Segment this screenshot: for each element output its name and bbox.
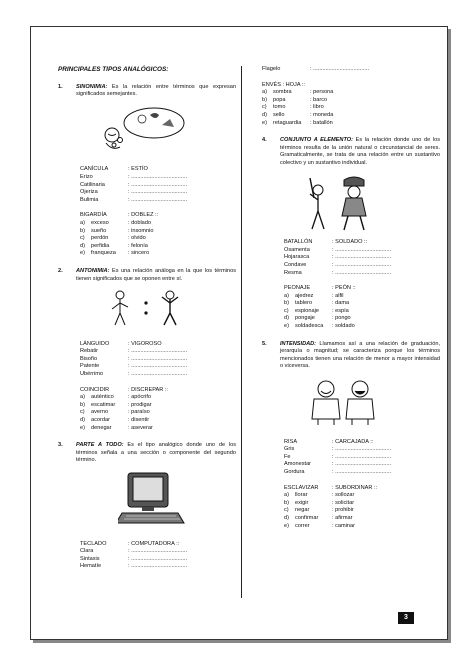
blank-answer: : .................................... — [128, 555, 188, 562]
group-esclavizar — [284, 485, 440, 531]
option-letter: a) — [284, 292, 289, 299]
option-pair: : libro — [310, 104, 324, 111]
section-title: PARTE A TODO: — [76, 442, 124, 449]
section-number: 2. — [58, 267, 63, 274]
option-letter: c) — [284, 307, 289, 314]
option-letter: b) — [284, 300, 289, 307]
blank-answer: : .................................... — [128, 548, 188, 555]
option-pair: : persona — [310, 89, 334, 96]
option-word: sombra — [273, 89, 292, 96]
option-letter: d) — [80, 242, 85, 249]
group-key: COINCIDIR — [80, 386, 110, 393]
option-word: escatimar — [91, 401, 116, 408]
list-item: Sintaxis — [80, 555, 100, 562]
blank-answer: : .................................... — [128, 196, 188, 203]
option-letter: d) — [284, 315, 289, 322]
list-item: Rebatir — [80, 348, 99, 355]
option-pair: : felonía — [128, 242, 148, 249]
blank-answer: : .................................... — [332, 469, 392, 475]
option-word: acordar — [91, 417, 110, 424]
option-word: perdón — [91, 235, 109, 242]
blank-answer: : .................................... — [128, 189, 188, 196]
group-coincidir — [80, 387, 236, 433]
option-word: franqueza — [91, 250, 116, 257]
group-value: : DISCREPAR :: — [128, 386, 168, 393]
group-value: : HOJA :: — [282, 81, 305, 88]
option-letter: a) — [80, 394, 85, 401]
list-item: Amonestar — [284, 461, 312, 468]
option-pair: : prodigar — [128, 401, 152, 408]
tired-and-strong-men-illustration — [108, 289, 236, 333]
option-pair: : dama — [332, 300, 350, 307]
list-item: Erizo — [80, 173, 93, 180]
option-word: confirmar — [295, 514, 319, 521]
option-word: exceso — [91, 219, 109, 226]
blank-answer: : .................................... — [332, 453, 392, 460]
option-letter: a) — [80, 219, 85, 226]
option-word: ajedrez — [295, 292, 314, 299]
option-word: llorar — [295, 492, 308, 499]
laughing-men-illustration — [304, 377, 440, 431]
section-number: 5. — [262, 340, 267, 347]
blank-answer: : .................................... — [310, 66, 370, 72]
list-item: Ubérrimo — [80, 371, 104, 378]
option-pair: : disentir — [128, 417, 150, 424]
option-letter: d) — [80, 417, 85, 424]
section-conjunto-a-elemento — [262, 137, 440, 167]
left-column — [58, 66, 236, 571]
group-key: RISA — [284, 438, 298, 445]
right-column — [262, 66, 440, 530]
page-heading: PRINCIPALES TIPOS ANALÓGICOS: — [58, 66, 169, 73]
option-letter: c) — [80, 409, 85, 416]
option-letter: b) — [80, 401, 85, 408]
option-word: pongaje — [295, 315, 315, 322]
option-pair: : prohibir — [332, 507, 354, 514]
option-word: denegar — [91, 424, 112, 431]
section-intensidad — [262, 341, 440, 371]
list-item: Clara — [80, 548, 94, 555]
computer-illustration — [118, 471, 236, 533]
list-item: Hematíe — [80, 563, 102, 570]
section-antonimia — [58, 268, 236, 283]
list-item: Resma — [284, 269, 302, 276]
option-word: sueño — [91, 227, 107, 234]
group-bigardia — [80, 212, 236, 258]
list-item: Bisoño — [80, 355, 98, 362]
option-pair: : aseverar — [128, 424, 153, 431]
option-letter: e) — [80, 250, 85, 257]
option-pair: : sincero — [128, 250, 150, 257]
option-pair: : olvido — [128, 235, 146, 242]
option-letter: b) — [284, 499, 289, 506]
option-letter: c) — [262, 104, 267, 111]
list-item: Osamenta — [284, 246, 310, 253]
option-word: negar — [295, 507, 310, 514]
section-parte-a-todo — [58, 442, 236, 465]
group-value: : SUBORDINAR :: — [332, 484, 378, 491]
section-number: 3. — [58, 442, 63, 449]
list-item: Gordura — [284, 469, 305, 475]
option-word: tomo — [273, 104, 286, 111]
section-text: Llamamos así a una relación de graduación, jerarquía o magnitud; se caracteriza porque los términos mencionados tienen una relación de menor a mayor intensidad o viceversa. — [280, 340, 440, 370]
group-key: ENVÉS — [262, 81, 281, 88]
option-pair: : solicitar — [332, 499, 355, 506]
group-key: TECLADO — [80, 540, 107, 547]
group-peonaje — [284, 285, 440, 331]
section-title: INTENSIDAD: — [280, 340, 317, 347]
section-text: Es la relación entre términos que expresan significados semejantes. — [76, 83, 236, 98]
option-word: retaguardia — [273, 119, 302, 126]
section-text: Es la relación donde uno de los términos resulta de la unión natural o circunstancial de seres. Gramaticalmente, se trata de una relación entre un sustantivo colectivo y un sustantivo individual. — [280, 137, 441, 166]
section-title: ANTONIMIA: — [76, 267, 110, 274]
option-pair: : alfil — [332, 292, 344, 299]
option-pair: : caminar — [332, 522, 356, 529]
section-title: SINONIMIA: — [76, 83, 108, 90]
option-word: averno — [91, 409, 109, 416]
option-word: sello — [273, 111, 285, 118]
section-text: Es una relación análoga en la que los términos tienen significados que se oponen entre sí. — [76, 267, 236, 282]
blank-answer: : .................................... — [332, 461, 392, 468]
section-text: Es el tipo analógico donde uno de los términos señala a una sección o componente del segundo término. — [76, 442, 236, 464]
option-pair: : apócrifo — [128, 394, 152, 401]
page-number: 3 — [398, 612, 414, 624]
blank-answer: : .................................... — [332, 246, 392, 253]
group-batallon — [284, 239, 440, 277]
option-letter: a) — [284, 492, 289, 499]
blank-answer: : .................................... — [128, 363, 188, 370]
option-word: soldadesca — [295, 323, 324, 330]
group-value: : SOLDADO :: — [332, 239, 368, 246]
option-word: exigir — [295, 499, 309, 506]
group-key: CANÍCULA — [80, 166, 109, 173]
option-letter: a) — [262, 89, 267, 96]
option-word: tablero — [295, 300, 313, 307]
blank-answer: : .................................... — [332, 254, 392, 261]
section-sinonimia — [58, 84, 236, 99]
option-letter: c) — [284, 507, 289, 514]
option-letter: d) — [284, 514, 289, 521]
list-item: Hojarasca — [284, 254, 310, 261]
option-pair: : insomnio — [128, 227, 154, 234]
option-pair: : afirmar — [332, 514, 353, 521]
group-value: : CARCAJADA :: — [332, 438, 374, 445]
list-item: Fe — [284, 453, 291, 460]
option-letter: b) — [80, 227, 85, 234]
blank-answer: : .................................... — [128, 348, 188, 355]
list-item: Condave — [284, 261, 307, 268]
list-item: Flagelo — [262, 66, 281, 72]
option-letter: c) — [80, 235, 85, 242]
section-number: 4. — [262, 137, 267, 144]
group-enves — [262, 82, 440, 128]
option-pair: : espía — [332, 307, 349, 314]
section-number: 1. — [58, 83, 63, 90]
group-key: LÁNGUIDO — [80, 340, 110, 347]
option-pair: : batallón — [310, 119, 333, 126]
blank-answer: : .................................... — [332, 269, 392, 276]
group-teclado — [80, 541, 236, 571]
option-word: espionaje — [295, 307, 319, 314]
thinking-man-illustration — [102, 105, 236, 159]
blank-answer: : .................................... — [128, 181, 188, 188]
blank-answer: : .................................... — [128, 563, 188, 570]
list-item: Patente — [80, 363, 100, 370]
blank-answer: : .................................... — [332, 446, 392, 453]
option-letter: d) — [262, 111, 267, 118]
group-value: : ESTÍO — [128, 166, 148, 173]
column-divider — [241, 66, 242, 598]
group-key: BATALLÓN — [284, 239, 313, 246]
group-risa — [284, 439, 440, 477]
option-pair: : soldado — [332, 323, 355, 330]
option-letter: e) — [284, 323, 289, 330]
group-value: : COMPUTADORA :: — [128, 540, 180, 547]
group-value: : VIGOROSO — [128, 340, 162, 347]
blank-answer: : .................................... — [128, 371, 188, 378]
section-title: CONJUNTO A ELEMENTO: — [280, 137, 353, 144]
group-languido — [80, 341, 236, 379]
list-item: Catilinaria — [80, 181, 105, 188]
option-word: popa — [273, 96, 286, 103]
option-letter: e) — [262, 119, 267, 126]
group-key: PEONAJE — [284, 285, 311, 292]
group-key: BIGARDÍA — [80, 212, 107, 219]
option-pair: : doblado — [128, 219, 152, 226]
option-letter: b) — [262, 96, 267, 103]
option-pair: : pongo — [332, 315, 351, 322]
list-item: Bulimia — [80, 196, 99, 203]
blank-answer: : .................................... — [332, 261, 392, 268]
blank-answer: : .................................... — [128, 355, 188, 362]
blank-answer: : .................................... — [128, 173, 188, 180]
option-pair: : moneda — [310, 111, 334, 118]
option-pair: : barco — [310, 96, 328, 103]
group-value: : DOBLEZ :: — [128, 212, 159, 219]
option-pair: : sollozar — [332, 492, 355, 499]
list-item: Gris — [284, 446, 295, 453]
option-word: auténtico — [91, 394, 114, 401]
option-word: perfidia — [91, 242, 110, 249]
soldiers-illustration — [300, 174, 440, 236]
option-letter: e) — [284, 522, 289, 529]
group-value: : PEÓN :: — [332, 285, 356, 292]
group-key: ESCLAVIZAR — [284, 484, 319, 491]
option-word: correr — [295, 522, 310, 529]
group-caniculas — [80, 166, 236, 204]
list-item: Ojeriza — [80, 189, 98, 196]
option-pair: : paraíso — [128, 409, 150, 416]
option-letter: e) — [80, 424, 85, 431]
